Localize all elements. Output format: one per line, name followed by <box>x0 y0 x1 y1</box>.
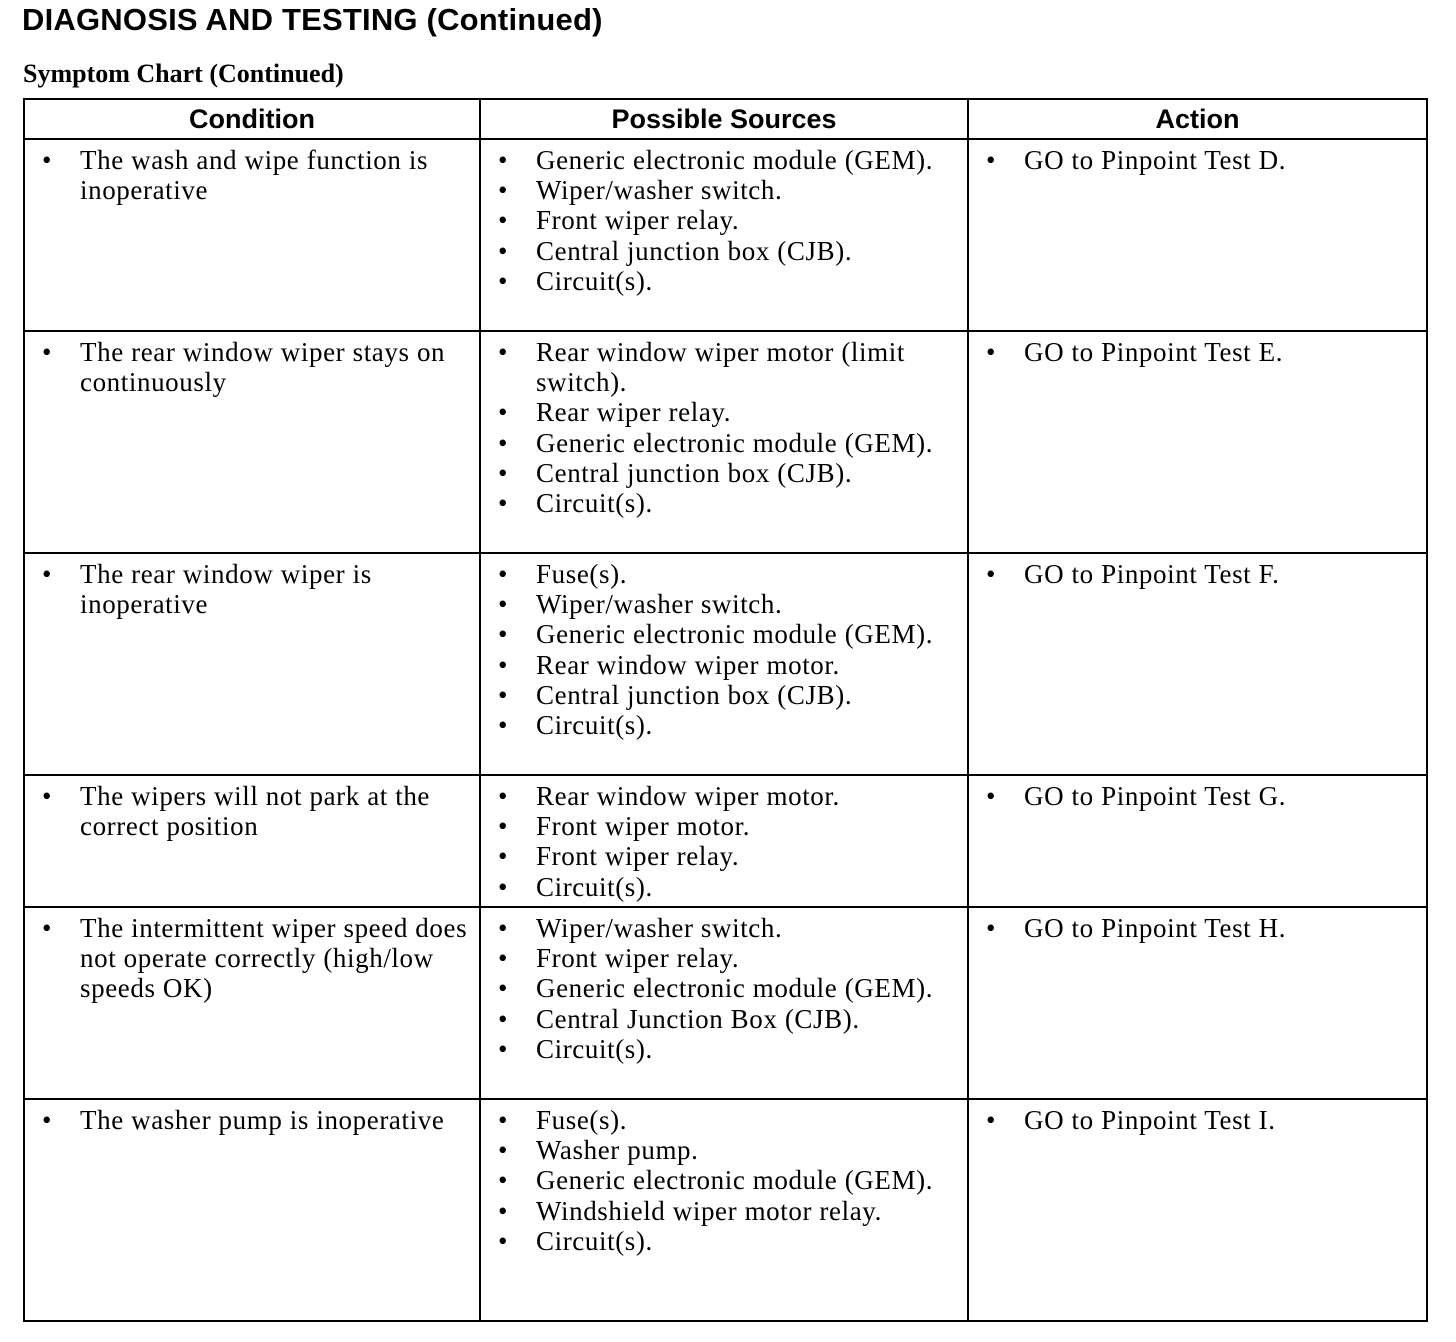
source-text: Fuse(s). <box>536 1105 628 1135</box>
condition-text: The wipers will not park at the correct position <box>80 781 431 842</box>
list-item <box>481 913 959 943</box>
list-item <box>481 841 959 871</box>
list-item <box>481 266 959 296</box>
source-text: Circuit(s). <box>536 265 653 296</box>
list-item <box>481 781 959 811</box>
sources-cell <box>480 775 968 907</box>
condition-cell <box>24 553 480 775</box>
bullet-icon: • <box>985 145 997 175</box>
list-item <box>481 1135 959 1165</box>
action-cell <box>968 775 1427 907</box>
list-item <box>481 650 959 680</box>
source-text: Generic electronic module (GEM). <box>536 973 934 1004</box>
source-text: Front wiper relay. <box>536 205 740 236</box>
action-cell <box>968 553 1427 775</box>
bullet-icon: • <box>985 559 997 589</box>
bullet-icon: • <box>497 649 509 680</box>
bullet-icon: • <box>985 337 997 367</box>
source-text: Wiper/washer switch. <box>536 175 783 206</box>
list-item <box>481 1105 959 1135</box>
list-item <box>25 559 471 619</box>
source-text: Central junction box (CJB). <box>536 457 853 488</box>
list-item <box>481 428 959 458</box>
list-item <box>481 589 959 619</box>
source-text: Generic electronic module (GEM). <box>536 619 934 650</box>
bullet-icon: • <box>41 559 53 589</box>
bullet-icon: • <box>41 781 53 811</box>
sources-cell <box>480 139 968 331</box>
source-text: Wiper/washer switch. <box>536 589 783 620</box>
bullet-icon: • <box>497 205 509 236</box>
bullet-icon: • <box>985 781 997 811</box>
table-row <box>24 775 1427 907</box>
list-item <box>481 1004 959 1034</box>
condition-text: The rear window wiper stays on continuously <box>80 337 446 398</box>
condition-cell <box>24 907 480 1099</box>
bullet-icon: • <box>497 457 509 488</box>
action-text: GO to Pinpoint Test H. <box>1024 913 1287 943</box>
bullet-icon: • <box>985 913 997 943</box>
condition-cell <box>24 331 480 553</box>
list-item <box>481 397 959 427</box>
bullet-icon: • <box>497 337 509 367</box>
sources-cell <box>480 553 968 775</box>
bullet-icon: • <box>497 619 509 650</box>
list-item <box>481 337 959 397</box>
list-item <box>25 913 471 1004</box>
table-row <box>24 331 1427 553</box>
condition-cell <box>24 1099 480 1321</box>
list-item <box>481 811 959 841</box>
list-item <box>25 781 471 841</box>
source-text: Circuit(s). <box>536 1225 653 1256</box>
condition-text: The wash and wipe function is inoperative <box>80 145 429 206</box>
list-item <box>969 145 1418 175</box>
bullet-icon: • <box>497 943 509 974</box>
bullet-icon: • <box>497 1105 509 1135</box>
bullet-icon: • <box>497 589 509 620</box>
table-row <box>24 1099 1427 1321</box>
bullet-icon: • <box>497 397 509 428</box>
bullet-icon: • <box>497 710 509 741</box>
symptom-chart-table <box>23 98 1428 1322</box>
source-text: Rear window wiper motor. <box>536 781 840 811</box>
source-text: Wiper/washer switch. <box>536 913 783 943</box>
action-text: GO to Pinpoint Test E. <box>1024 337 1284 367</box>
action-text: GO to Pinpoint Test F. <box>1024 559 1280 589</box>
condition-text: The intermittent wiper speed does not operate correctly (high/low speeds OK) <box>80 913 468 1004</box>
list-item <box>481 973 959 1003</box>
source-text: Windshield wiper motor relay. <box>536 1195 882 1226</box>
list-item <box>969 559 1418 589</box>
bullet-icon: • <box>497 1165 509 1196</box>
list-item <box>25 337 471 397</box>
source-text: Fuse(s). <box>536 559 628 589</box>
list-item <box>481 145 959 175</box>
list-item <box>481 458 959 488</box>
bullet-icon: • <box>497 1195 509 1226</box>
list-item <box>481 710 959 740</box>
bullet-icon: • <box>497 235 509 266</box>
list-item <box>25 1105 471 1135</box>
bullet-icon: • <box>497 781 509 811</box>
source-text: Circuit(s). <box>536 871 653 902</box>
action-text: GO to Pinpoint Test I. <box>1024 1105 1276 1135</box>
list-item <box>481 619 959 649</box>
bullet-icon: • <box>497 427 509 458</box>
list-item <box>481 205 959 235</box>
bullet-icon: • <box>41 337 53 367</box>
action-cell <box>968 139 1427 331</box>
bullet-icon: • <box>497 913 509 943</box>
bullet-icon: • <box>497 265 509 296</box>
action-text: GO to Pinpoint Test G. <box>1024 781 1287 811</box>
list-item <box>481 236 959 266</box>
condition-text: The rear window wiper is inoperative <box>80 559 372 620</box>
list-item <box>969 337 1418 367</box>
action-cell <box>968 331 1427 553</box>
source-text: Rear window wiper motor. <box>536 649 840 680</box>
bullet-icon: • <box>41 145 53 175</box>
table-header-row <box>24 99 1427 139</box>
page-title: DIAGNOSIS AND TESTING (Continued) <box>22 2 603 37</box>
bullet-icon: • <box>497 811 509 842</box>
condition-cell <box>24 139 480 331</box>
header-action: Action <box>968 99 1427 139</box>
condition-cell <box>24 775 480 907</box>
list-item <box>481 488 959 518</box>
list-item <box>481 1034 959 1064</box>
list-item <box>481 872 959 902</box>
bullet-icon: • <box>497 488 509 519</box>
list-item <box>481 559 959 589</box>
bullet-icon: • <box>497 871 509 902</box>
bullet-icon: • <box>497 1225 509 1256</box>
list-item <box>481 943 959 973</box>
section-title: Symptom Chart (Continued) <box>23 59 344 88</box>
list-item <box>481 1165 959 1195</box>
action-text: GO to Pinpoint Test D. <box>1024 145 1287 175</box>
list-item <box>481 680 959 710</box>
list-item <box>481 1196 959 1226</box>
action-cell <box>968 907 1427 1099</box>
source-text: Rear wiper relay. <box>536 397 732 428</box>
list-item <box>969 1105 1418 1135</box>
source-text: Circuit(s). <box>536 488 653 519</box>
source-text: Circuit(s). <box>536 1033 653 1064</box>
condition-text: The washer pump is inoperative <box>80 1105 445 1135</box>
bullet-icon: • <box>497 1003 509 1034</box>
bullet-icon: • <box>985 1105 997 1135</box>
sources-cell <box>480 907 968 1099</box>
list-item <box>969 781 1418 811</box>
header-condition: Condition <box>24 99 480 139</box>
list-item <box>481 1226 959 1256</box>
list-item <box>25 145 471 205</box>
source-text: Front wiper motor. <box>536 811 751 842</box>
source-text: Circuit(s). <box>536 710 653 741</box>
table-row <box>24 907 1427 1099</box>
source-text: Generic electronic module (GEM). <box>536 427 934 458</box>
table-row <box>24 139 1427 331</box>
source-text: Central Junction Box (CJB). <box>536 1003 860 1034</box>
list-item <box>969 913 1418 943</box>
table-row <box>24 553 1427 775</box>
sources-cell <box>480 331 968 553</box>
bullet-icon: • <box>497 679 509 710</box>
bullet-icon: • <box>497 559 509 589</box>
source-text: Washer pump. <box>536 1135 699 1166</box>
action-cell <box>968 1099 1427 1321</box>
bullet-icon: • <box>497 841 509 872</box>
source-text: Front wiper relay. <box>536 841 740 872</box>
bullet-icon: • <box>41 1105 53 1135</box>
bullet-icon: • <box>497 145 509 175</box>
bullet-icon: • <box>497 1135 509 1166</box>
source-text: Rear window wiper motor (limit switch). <box>536 337 905 398</box>
source-text: Generic electronic module (GEM). <box>536 145 934 175</box>
source-text: Central junction box (CJB). <box>536 679 853 710</box>
bullet-icon: • <box>497 1033 509 1064</box>
source-text: Generic electronic module (GEM). <box>536 1165 934 1196</box>
header-possible-sources: Possible Sources <box>480 99 968 139</box>
list-item <box>481 175 959 205</box>
bullet-icon: • <box>497 973 509 1004</box>
bullet-icon: • <box>497 175 509 206</box>
source-text: Central junction box (CJB). <box>536 235 853 266</box>
sources-cell <box>480 1099 968 1321</box>
bullet-icon: • <box>41 913 53 943</box>
source-text: Front wiper relay. <box>536 943 740 974</box>
